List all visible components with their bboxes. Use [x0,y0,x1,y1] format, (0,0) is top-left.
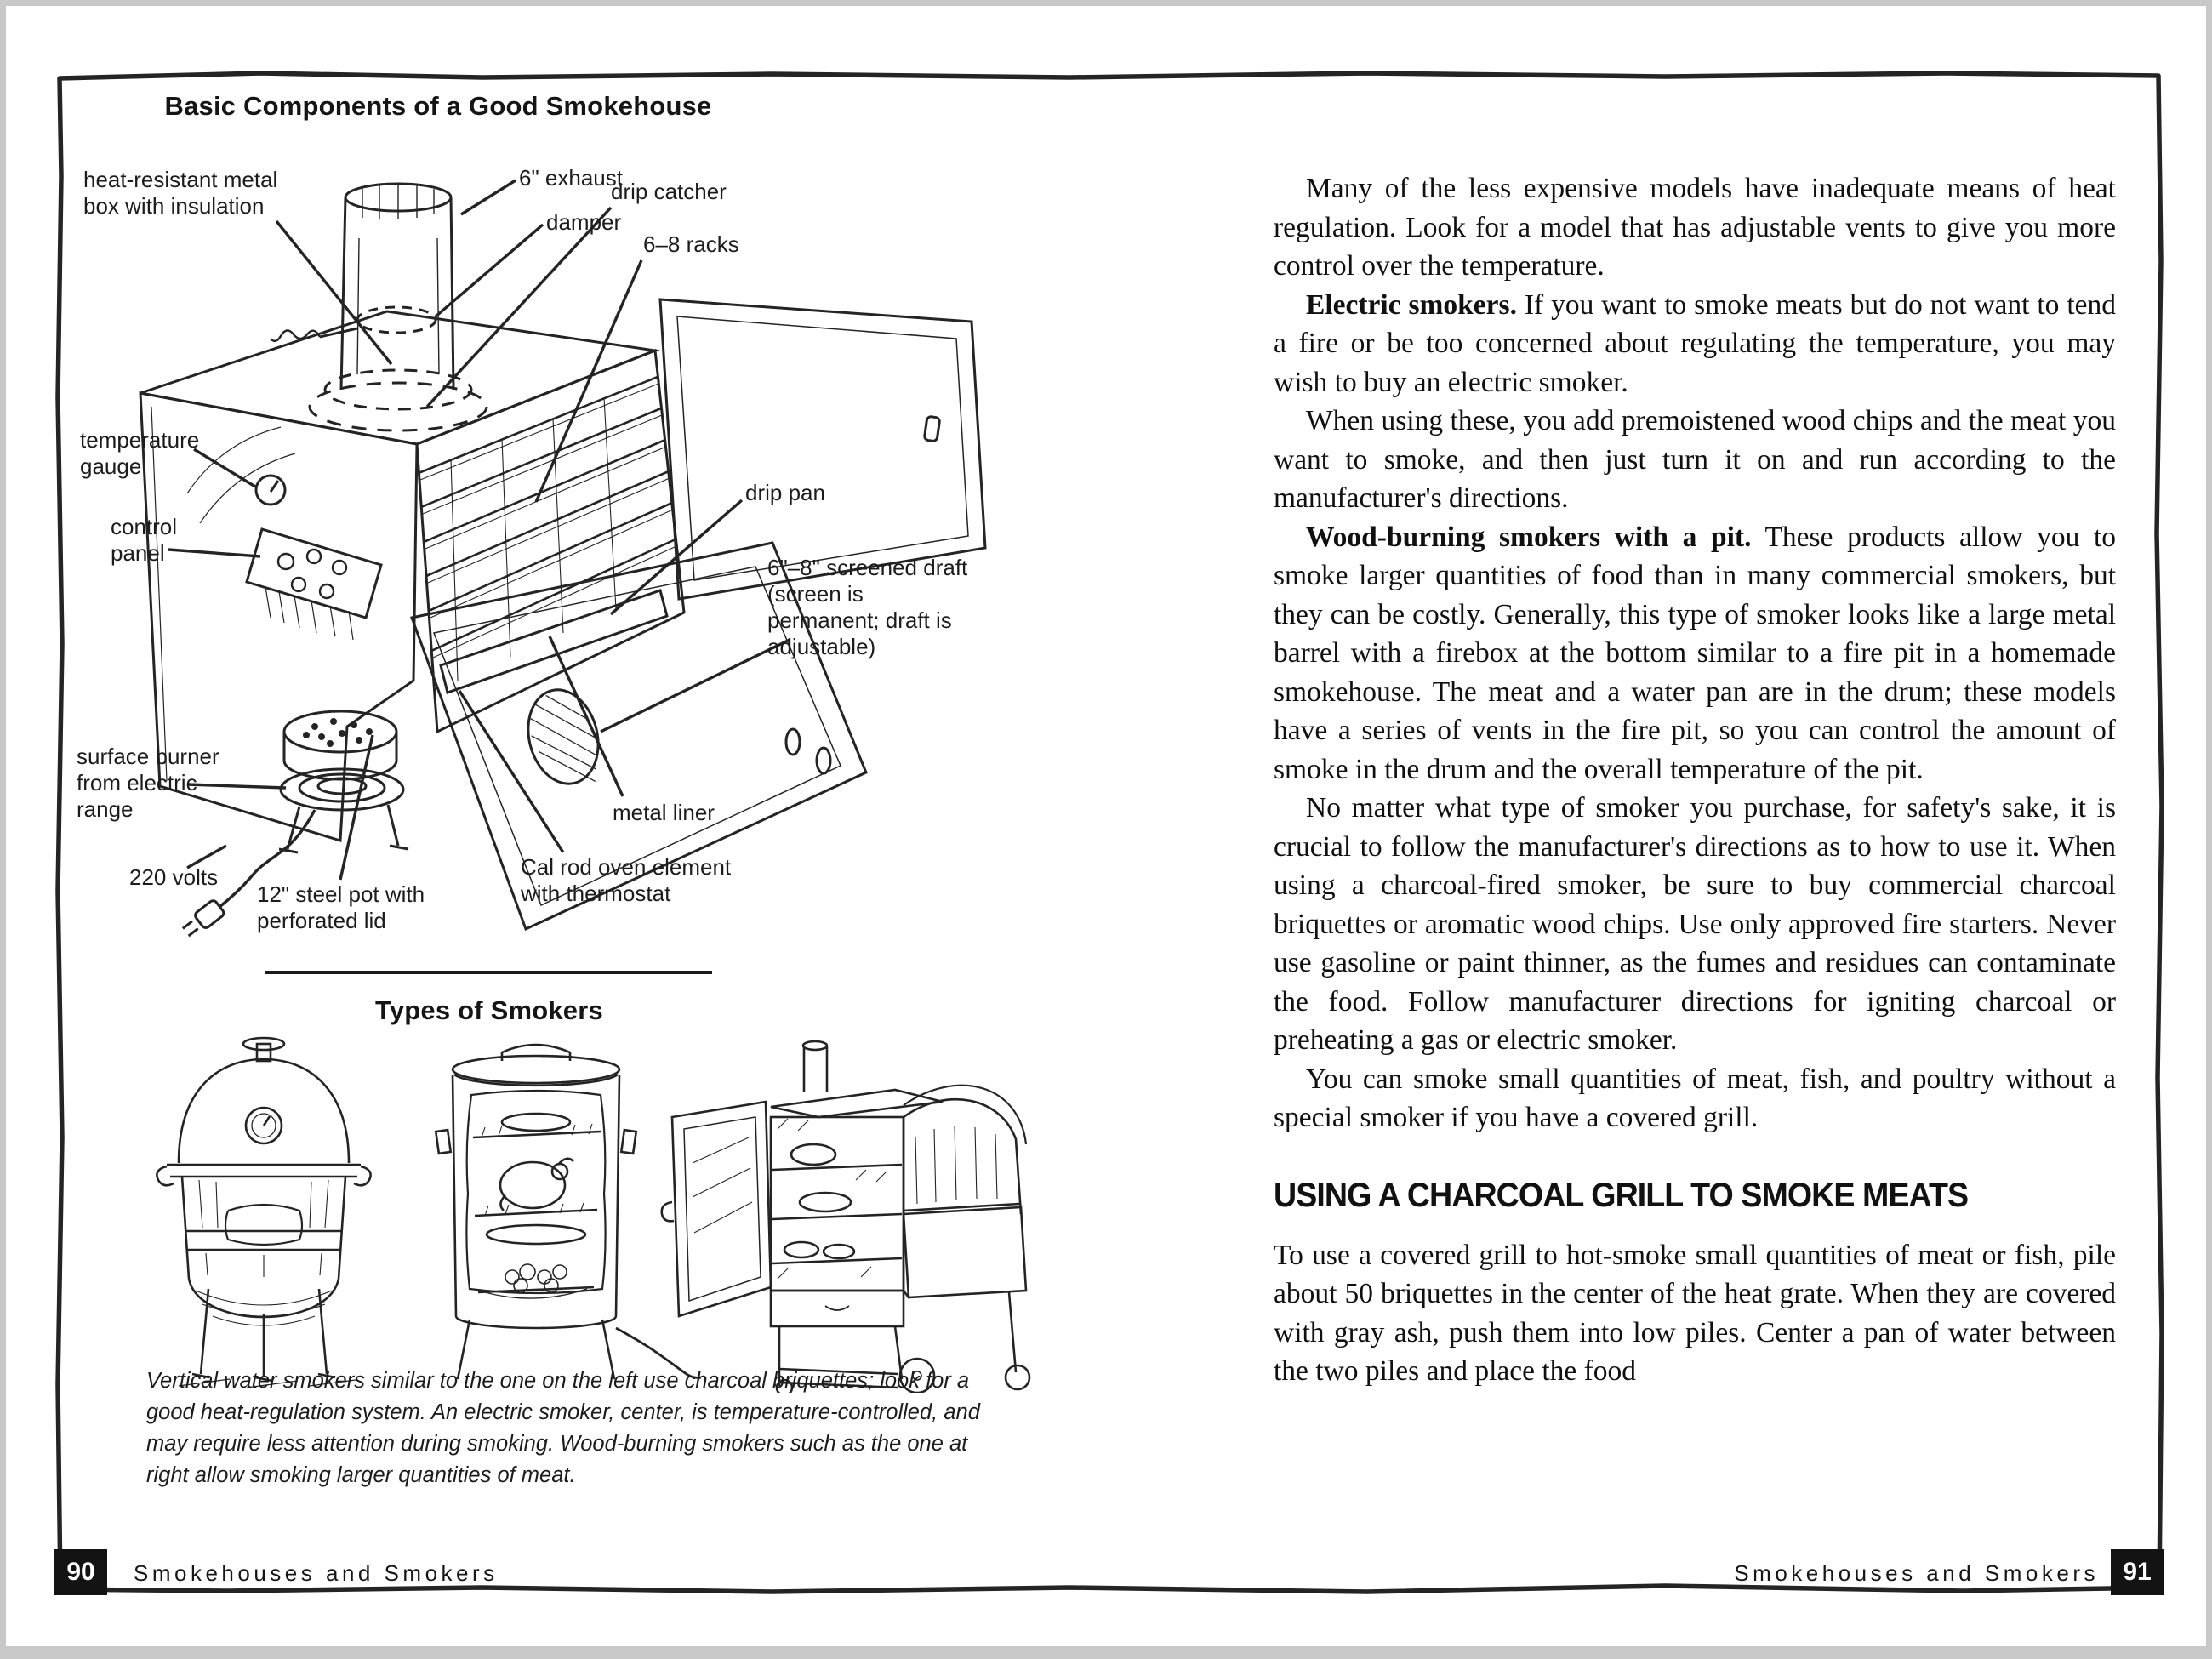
section-heading: USING A CHARCOAL GRILL TO SMOKE MEATS [1274,1176,1969,1214]
label-steel-pot: 12" steel pot with perforated lid [257,881,425,933]
label-heat-resistant-box: heat-resistant metal box with insulation [83,167,278,219]
label-exhaust: 6" exhaust [519,165,623,191]
figure2-title: Types of Smokers [375,995,603,1025]
paper-spread [6,6,2206,1646]
page-number-right: 91 [2111,1549,2164,1595]
paragraph-lead: Wood-burning smokers with a pit. [1306,521,1752,553]
label-control-panel: control panel [111,514,178,566]
types-of-smokers-art [128,1035,1038,1393]
paragraph: Electric smokers. If you want to smoke meats but do not want to tend a fire or be too concerned about regulating the temperature, you may wish to buy an electric smoker. [1274,288,2117,398]
page-number-left: 90 [54,1549,107,1595]
label-drip-catcher: drip catcher [611,179,727,204]
label-damper: damper [546,209,622,235]
label-220-volts: 220 volts [129,864,219,890]
figure1-title: Basic Components of a Good Smokehouse [164,91,712,121]
running-title-left: Smokehouses and Smokers [134,1560,499,1586]
label-surface-burner: surface burner from electric range [77,744,219,822]
label-temperature-gauge: temperature gauge [80,427,200,479]
paragraph: No matter what type of smoker you purchase, for safety's sake, it is crucial to follow the manufacturer's directions as to how to use it. When using a charcoal-fired smoker, be sure to buy commercial charcoal briquettes or aromatic wood chips. Use only approved fire starters. Never use gasoline or paint thinner, as the fumes and residues can contaminate the food. Follow manufacturer directions for igniting charcoal or preheating a gas or electric smoker. [1274,792,2116,1056]
label-metal-liner: metal liner [613,800,715,825]
label-cal-rod: Cal rod oven element with thermostat [521,854,732,906]
paragraph: Wood-burning smokers with a pit. These products allow you to smoke larger quantities of food than in many commercial smokers, but they can be costly. Generally, this type of smoker looks like a large metal barrel with a firebox at the bottom similar to a fire pit in a homemade smokehouse. The meat and a water pan are in the drum; these models have a series of vents in the fire pit, so you can control the amount of smoke in the drum and the overall temperature of the pit. [1274,521,2117,785]
paragraph: Many of the less expensive models have inadequate means of heat regulation. Look for a model that has adjustable vents to give you more control over the temperature. [1274,173,2116,282]
label-drip-pan: drip pan [745,480,825,505]
section-paragraph: To use a covered grill to hot-smoke small quantities of meat or fish, pile about 50 briquettes in the center of the heat grate. When they are covered with gray ash, push them into low piles. Center a pan of water between the two piles and place the food [1274,1239,2116,1387]
figure-divider-rule [265,971,712,974]
body-text-column [1274,169,2116,1391]
label-screened-draft: 6"–8" screened draft (screen is permanent; draft is adjustable) [767,555,968,659]
paragraph-lead: Electric smokers. [1306,288,1517,321]
paragraph: You can smoke small quantities of meat, fish, and poultry without a special smoker if you have a covered grill. [1274,1063,2116,1133]
label-racks: 6–8 racks [643,231,739,257]
running-title-right: Smokehouses and Smokers [1734,1560,2099,1586]
paragraph: When using these, you add premoistened wood chips and the meat you want to smoke, and then just turn it on and run according to the manufacturer's directions. [1274,405,2116,514]
figure-caption: Vertical water smokers similar to the one on the left use charcoal briquettes; look for a good heat-regulation system. An electric smoker, center, is temperature-controlled, and may require less attention during smoking. Wood-burning smokers such as the one at right allow smoking larger quantities of meat. [146,1369,980,1487]
